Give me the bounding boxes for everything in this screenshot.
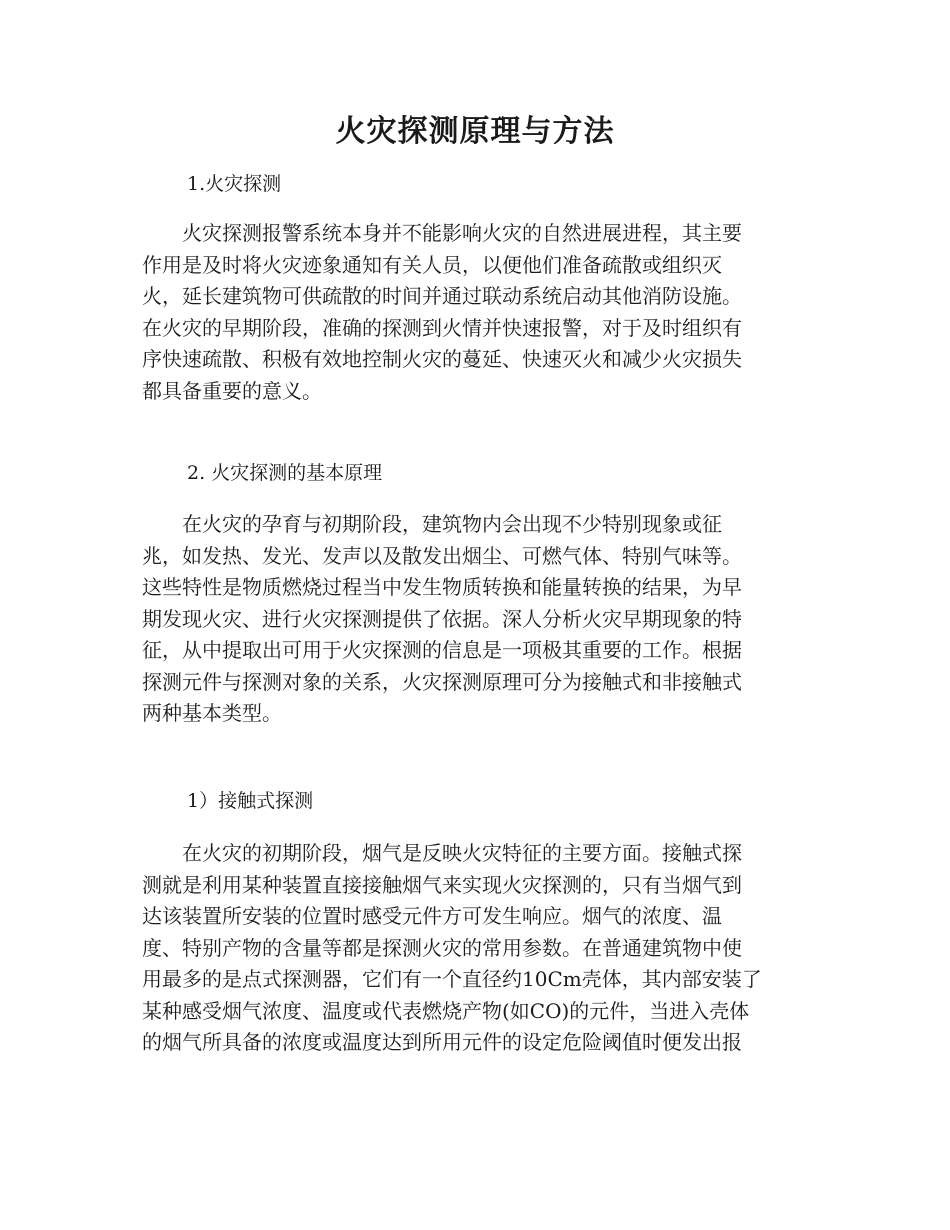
- text-line: 都具备重要的意义。: [142, 378, 322, 403]
- text-line: 火灾探测报警系统本身并不能影响火灾的自然进展进程，其主要: [142, 221, 742, 245]
- paragraph-basic-principle: [142, 509, 802, 730]
- section-heading-basic-principle: 2. 火灾探测的基本原理: [187, 462, 383, 484]
- section-heading-fire-detection: 1.火灾探测: [187, 173, 282, 195]
- text-line: 火，延长建筑物可供疏散的时间并通过联动系统启动其他消防设施。: [142, 284, 742, 308]
- paragraph-contact-detection: [142, 838, 802, 1059]
- document-title: 火灾探测原理与方法: [335, 114, 615, 149]
- text-line: 度、特别产物的含量等都是探测火灾的常用参数。在普通建筑物中使: [142, 935, 742, 960]
- text-line: 在火灾的孕育与初期阶段，建筑物内会出现不少特别现象或征: [142, 512, 722, 536]
- text-line: 这些特性是物质燃烧过程当中发生物质转换和能量转换的结果，为早: [142, 575, 742, 599]
- text-line: 兆，如发热、发光、发声以及散发出烟尘、可燃气体、特别气味等。: [142, 543, 742, 568]
- text-line: 在火灾的早期阶段，准确的探测到火情并快速报警，对于及时组织有: [142, 315, 742, 340]
- text-line: 征，从中提取出可用于火灾探测的信息是一项极其重要的工作。根据: [142, 638, 742, 662]
- text-line: 期发现火灾、进行火灾探测提供了依据。深人分析火灾早期现象的特: [142, 606, 742, 631]
- section-heading-contact-detection: 1）接触式探测: [187, 790, 314, 812]
- text-line: 用最多的是点式探测器，它们有一个直径约10Cm壳体，其内部安装了: [142, 967, 762, 991]
- text-line: 序快速疏散、积极有效地控制火灾的蔓延、快速灭火和减少火灾损失: [142, 347, 742, 371]
- text-line: 探测元件与探测对象的关系，火灾探测原理可分为接触式和非接触式: [142, 669, 742, 694]
- text-line: 某种感受烟气浓度、温度或代表燃烧产物(如CO)的元件，当进入壳体: [142, 998, 750, 1023]
- text-line: 测就是利用某种装置直接接触烟气来实现火灾探测的，只有当烟气到: [142, 872, 742, 897]
- text-line: 两种基本类型。: [142, 701, 282, 725]
- text-line: 达该装置所安装的位置时感受元件方可发生响应。烟气的浓度、温: [142, 904, 722, 928]
- text-line: 作用是及时将火灾迹象通知有关人员，以便他们准备疏散或组织灭: [142, 252, 722, 277]
- text-line: 在火灾的初期阶段，烟气是反映火灾特征的主要方面。接触式探: [142, 841, 742, 865]
- text-line: 的烟气所具备的浓度或温度达到所用元件的设定危险阈值时便发出报: [142, 1030, 742, 1054]
- paragraph-fire-detection: [142, 218, 802, 407]
